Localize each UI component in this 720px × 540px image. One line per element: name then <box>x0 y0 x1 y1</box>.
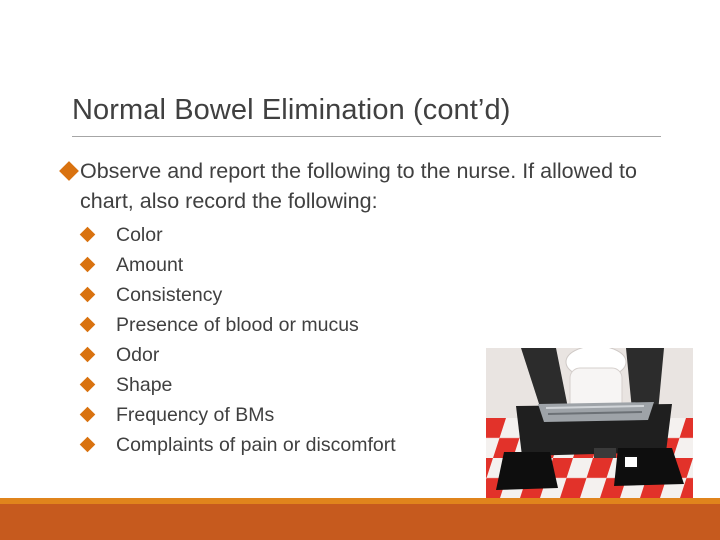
list-item <box>80 220 396 250</box>
sub-bullet-label: Shape <box>116 374 173 396</box>
sub-bullet-label: Consistency <box>116 284 223 306</box>
diamond-bullet-icon <box>80 257 96 273</box>
diamond-bullet-icon <box>80 407 96 423</box>
sub-bullet-label: Color <box>116 224 163 246</box>
person-on-toilet-photo <box>486 348 693 500</box>
diamond-bullet-icon <box>80 227 96 243</box>
main-bullet-text: Observe and report the following to the nurse. If allowed to chart, also record the following: <box>80 159 637 213</box>
list-item <box>80 370 396 400</box>
list-item <box>80 430 396 460</box>
photo-illustration <box>486 348 693 500</box>
footer-bar <box>0 504 720 540</box>
list-item <box>80 400 396 430</box>
slide-title: Normal Bowel Elimination (cont’d) <box>72 94 511 126</box>
title-divider <box>72 136 661 137</box>
main-bullet <box>60 156 660 216</box>
list-item <box>80 280 396 310</box>
diamond-bullet-icon <box>80 317 96 333</box>
list-item <box>80 340 396 370</box>
diamond-bullet-icon <box>80 437 96 453</box>
diamond-bullet-icon <box>80 287 96 303</box>
diamond-bullet-icon <box>80 377 96 393</box>
sub-bullet-list <box>80 220 396 460</box>
sub-bullet-label: Frequency of BMs <box>116 404 275 426</box>
list-item <box>80 310 396 340</box>
sub-bullet-label: Complaints of pain or discomfort <box>116 434 396 456</box>
diamond-bullet-icon <box>59 161 79 181</box>
diamond-bullet-icon <box>80 347 96 363</box>
sub-bullet-label: Presence of blood or mucus <box>116 314 359 336</box>
sub-bullet-label: Amount <box>116 254 184 276</box>
list-item <box>80 250 396 280</box>
sub-bullet-label: Odor <box>116 344 160 366</box>
